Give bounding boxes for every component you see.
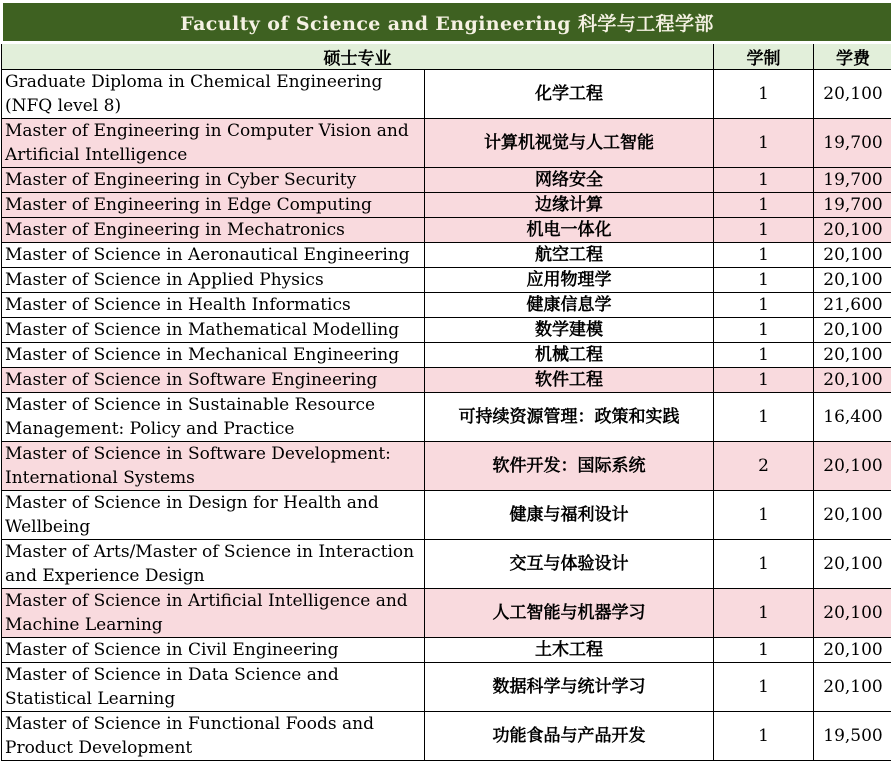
table-row <box>2 393 891 442</box>
duration-value: 1 <box>714 393 814 442</box>
program-name-zh: 航空工程 <box>425 243 714 268</box>
tuition-value: 19,500 <box>814 712 891 761</box>
program-name-en: Master of Engineering in Mechatronics <box>2 218 425 243</box>
duration-value: 1 <box>714 119 814 168</box>
program-name-en: Master of Science in Mathematical Modelling <box>2 318 425 343</box>
program-name-zh: 网络安全 <box>425 168 714 193</box>
tuition-value: 19,700 <box>814 119 891 168</box>
table-row <box>2 268 891 293</box>
faculty-title: Faculty of Science and Engineering 科学与工程学部 <box>2 2 891 43</box>
tuition-value: 19,700 <box>814 168 891 193</box>
table-row <box>2 193 891 218</box>
table-row <box>2 712 891 761</box>
duration-value: 1 <box>714 293 814 318</box>
table-row <box>2 70 891 119</box>
tuition-value: 20,100 <box>814 663 891 712</box>
duration-value: 1 <box>714 168 814 193</box>
tuition-value: 20,100 <box>814 589 891 638</box>
table-row <box>2 442 891 491</box>
tuition-value: 20,100 <box>814 243 891 268</box>
program-name-zh: 边缘计算 <box>425 193 714 218</box>
program-name-zh: 健康与福利设计 <box>425 491 714 540</box>
program-name-en: Master of Science in Artificial Intelligence and Machine Learning <box>2 589 425 638</box>
tuition-value: 20,100 <box>814 491 891 540</box>
column-header-program: 硕士专业 <box>2 43 714 70</box>
duration-value: 1 <box>714 193 814 218</box>
tuition-value: 20,100 <box>814 540 891 589</box>
program-name-en: Master of Science in Sustainable Resource Management: Policy and Practice <box>2 393 425 442</box>
duration-value: 1 <box>714 368 814 393</box>
program-name-zh: 软件开发：国际系统 <box>425 442 714 491</box>
program-name-en: Graduate Diploma in Chemical Engineering (NFQ level 8) <box>2 70 425 119</box>
program-name-zh: 数据科学与统计学习 <box>425 663 714 712</box>
duration-value: 1 <box>714 712 814 761</box>
program-name-zh: 化学工程 <box>425 70 714 119</box>
tuition-value: 16,400 <box>814 393 891 442</box>
duration-value: 1 <box>714 318 814 343</box>
tuition-value: 20,100 <box>814 442 891 491</box>
program-name-en: Master of Science in Design for Health and Wellbeing <box>2 491 425 540</box>
duration-value: 1 <box>714 70 814 119</box>
duration-value: 1 <box>714 589 814 638</box>
program-name-zh: 计算机视觉与人工智能 <box>425 119 714 168</box>
table-row <box>2 368 891 393</box>
table-row <box>2 168 891 193</box>
program-name-zh: 交互与体验设计 <box>425 540 714 589</box>
program-name-zh: 数学建模 <box>425 318 714 343</box>
table-row <box>2 293 891 318</box>
program-name-zh: 机电一体化 <box>425 218 714 243</box>
table-row <box>2 663 891 712</box>
program-name-zh: 功能食品与产品开发 <box>425 712 714 761</box>
table-row <box>2 589 891 638</box>
program-name-zh: 应用物理学 <box>425 268 714 293</box>
program-name-en: Master of Science in Applied Physics <box>2 268 425 293</box>
column-header-row <box>2 43 891 70</box>
table-row <box>2 491 891 540</box>
column-header-tuition: 学费 <box>814 43 891 70</box>
title-row <box>2 2 891 43</box>
duration-value: 2 <box>714 442 814 491</box>
program-name-en: Master of Engineering in Computer Vision and Artificial Intelligence <box>2 119 425 168</box>
table-row <box>2 119 891 168</box>
program-name-en: Master of Science in Mechanical Engineering <box>2 343 425 368</box>
duration-value: 1 <box>714 638 814 663</box>
duration-value: 1 <box>714 540 814 589</box>
program-name-en: Master of Science in Data Science and Statistical Learning <box>2 663 425 712</box>
table-row <box>2 318 891 343</box>
program-name-en: Master of Science in Health Informatics <box>2 293 425 318</box>
tuition-value: 20,100 <box>814 318 891 343</box>
duration-value: 1 <box>714 343 814 368</box>
table-row <box>2 638 891 663</box>
tuition-value: 20,100 <box>814 343 891 368</box>
tuition-value: 20,100 <box>814 368 891 393</box>
duration-value: 1 <box>714 491 814 540</box>
duration-value: 1 <box>714 268 814 293</box>
tuition-value: 21,600 <box>814 293 891 318</box>
tuition-value: 19,700 <box>814 193 891 218</box>
program-name-en: Master of Science in Software Development: International Systems <box>2 442 425 491</box>
program-name-en: Master of Engineering in Edge Computing <box>2 193 425 218</box>
tuition-value: 20,100 <box>814 268 891 293</box>
program-name-en: Master of Science in Software Engineering <box>2 368 425 393</box>
column-header-duration: 学制 <box>714 43 814 70</box>
tuition-value: 20,100 <box>814 70 891 119</box>
program-name-zh: 机械工程 <box>425 343 714 368</box>
program-name-en: Master of Engineering in Cyber Security <box>2 168 425 193</box>
program-name-en: Master of Science in Functional Foods and Product Development <box>2 712 425 761</box>
program-name-en: Master of Science in Aeronautical Engineering <box>2 243 425 268</box>
table-row <box>2 243 891 268</box>
program-name-en: Master of Arts/Master of Science in Interaction and Experience Design <box>2 540 425 589</box>
program-name-zh: 人工智能与机器学习 <box>425 589 714 638</box>
program-table-body <box>2 70 891 761</box>
table-row <box>2 343 891 368</box>
program-name-zh: 软件工程 <box>425 368 714 393</box>
program-name-zh: 健康信息学 <box>425 293 714 318</box>
program-name-zh: 土木工程 <box>425 638 714 663</box>
duration-value: 1 <box>714 243 814 268</box>
program-name-en: Master of Science in Civil Engineering <box>2 638 425 663</box>
duration-value: 1 <box>714 663 814 712</box>
duration-value: 1 <box>714 218 814 243</box>
tuition-value: 20,100 <box>814 638 891 663</box>
tuition-value: 20,100 <box>814 218 891 243</box>
table-row <box>2 540 891 589</box>
program-name-zh: 可持续资源管理：政策和实践 <box>425 393 714 442</box>
table-row <box>2 218 891 243</box>
